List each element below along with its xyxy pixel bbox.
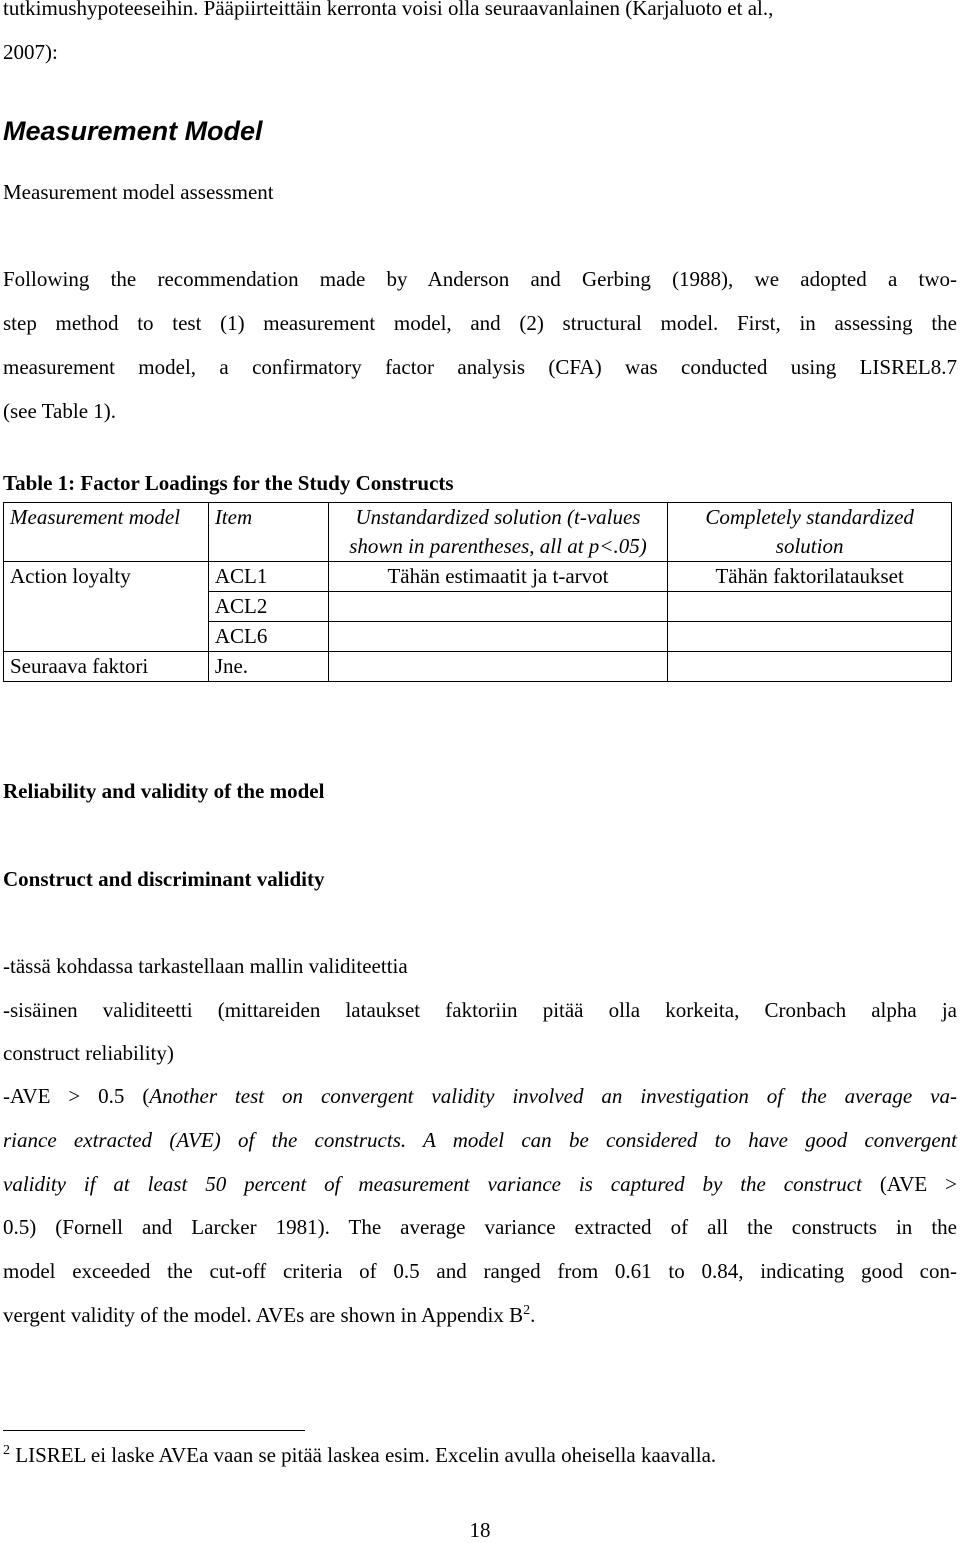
cell-item: ACL6 [208, 622, 328, 652]
cell-standardized [668, 592, 952, 622]
cell-unstandardized [328, 592, 668, 622]
paragraph2-line-1-text: riance extracted (AVE) of the constructs. A model can be considered to have good convergent [3, 1128, 957, 1152]
page-number: 18 [469, 1518, 491, 1542]
table-row [4, 592, 952, 622]
paragraph2-line-2 [3, 1172, 957, 1197]
paragraph2-line-1 [3, 1128, 957, 1153]
cell-construct [4, 622, 209, 652]
cell-standardized: Tähän faktorilataukset [668, 562, 952, 592]
cell-unstandardized [328, 652, 668, 682]
heading-construct-validity: Construct and discriminant validity [3, 867, 325, 891]
table-row [4, 562, 952, 592]
cell-unstandardized: Tähän estimaatit ja t-arvot [328, 562, 668, 592]
cell-construct: Seuraava faktori [4, 652, 209, 682]
cell-construct: Action loyalty [4, 562, 209, 592]
footnote-text: LISREL ei laske AVEa vaan se pitää laskea esim. Excelin avulla oheisella kaavalla. [10, 1443, 717, 1467]
header-standardized: Completely standardized solution [668, 503, 952, 562]
paragraph1-line-3: measurement model, a confirmatory factor analysis (CFA) was conducted using LISREL8.7 [3, 355, 957, 379]
bullet-3-italic: Another test on convergent validity involved an investigation of the average va- [149, 1084, 957, 1108]
table-caption: Table 1: Factor Loadings for the Study Constructs [3, 471, 454, 495]
paragraph2-line-2-text: validity if at least 50 percent of measurement variance is captured by the construct [3, 1172, 862, 1196]
footnote-ref[interactable]: 2 [523, 1303, 531, 1318]
intro-line-1: tutkimushypoteeseihin. Pääpiirteittäin kerronta voisi olla seuraavanlainen (Karjaluoto et al., [3, 0, 774, 20]
heading-reliability: Reliability and validity of the model [3, 779, 325, 803]
footnote-separator [3, 1430, 305, 1431]
footnote-number: 2 [3, 1443, 10, 1458]
table-row [4, 622, 952, 652]
header-unstandardized: Unstandardized solution (t-values shown in parentheses, all at p<.05) [328, 503, 668, 562]
subheading-assessment: Measurement model assessment [3, 180, 274, 204]
paragraph1-line-1: Following the recommendation made by Anderson and Gerbing (1988), we adopted a two- [3, 267, 957, 291]
cell-standardized [668, 622, 952, 652]
cell-item: ACL1 [208, 562, 328, 592]
paragraph1-line-2: step method to test (1) measurement model, and (2) structural model. First, in assessing the [3, 311, 957, 335]
paragraph2-line-3: 0.5) (Fornell and Larcker 1981). The average variance extracted of all the constructs in the [3, 1215, 957, 1239]
cell-construct [4, 592, 209, 622]
intro-line-2: 2007): [3, 40, 58, 64]
paragraph1-line-4: (see Table 1). [3, 399, 117, 423]
bullet-3-prefix: -AVE > 0.5 ( [3, 1084, 150, 1108]
section-title: Measurement Model [3, 116, 263, 146]
bullet-1: -tässä kohdassa tarkastellaan mallin validiteettia [3, 954, 408, 978]
cell-standardized [668, 652, 952, 682]
cell-item: Jne. [208, 652, 328, 682]
bullet-2-line-2: construct reliability) [3, 1041, 174, 1065]
paragraph2-line-5-text: vergent validity of the model. AVEs are shown in Appendix B [3, 1303, 524, 1327]
bullet-2-line-1: -sisäinen validiteetti (mittareiden lataukset faktoriin pitää olla korkeita, Cronbach alpha ja [3, 998, 957, 1022]
header-construct: Measurement model [4, 503, 209, 562]
header-item: Item [208, 503, 328, 562]
factor-loadings-table [3, 502, 952, 682]
footnote [3, 1443, 957, 1468]
paragraph2-line-4: model exceeded the cut-off criteria of 0.5 and ranged from 0.61 to 0.84, indicating good con- [3, 1259, 957, 1283]
cell-item: ACL2 [208, 592, 328, 622]
cell-unstandardized [328, 622, 668, 652]
table-row [4, 652, 952, 682]
paragraph2-line-5-end: . [530, 1303, 536, 1327]
bullet-3 [3, 1084, 957, 1109]
table-header-row [4, 503, 952, 562]
paragraph2-line-5 [3, 1303, 957, 1328]
paragraph2-line-2-tail: (AVE > [861, 1172, 957, 1196]
